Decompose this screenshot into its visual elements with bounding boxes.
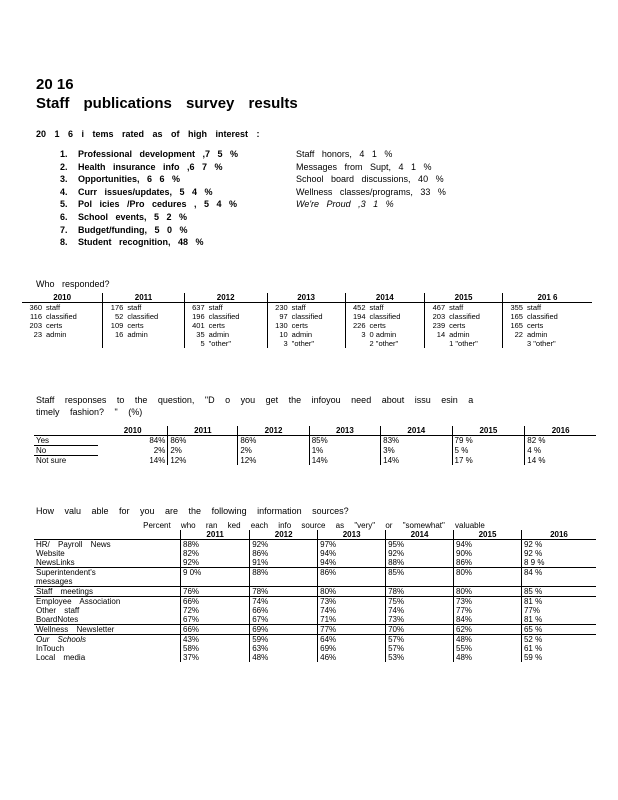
sources-value: 85% [386,568,454,587]
interest-item: We're Proud ,3 1 % [296,199,394,210]
year-header: 2012 [238,426,309,436]
year-header: 2015 [454,530,522,540]
sources-label-text: HR/ Payroll News [36,540,111,549]
sources-value: 63% [250,644,318,653]
sources-label [34,625,181,635]
year-header: 2016 [525,426,596,436]
sources-value: 76% [181,587,250,597]
timely-value: 85% [309,436,380,446]
sources-value: 69% [250,625,318,635]
interest-item-number: 4. [60,186,68,197]
timely-value: 1% [309,446,380,456]
interest-item [60,225,188,235]
responded-count: 230 [267,303,290,313]
sources-row [34,615,596,625]
sources-value: 48% [454,635,522,645]
sources-value: 91% [250,558,318,568]
interest-item-label: Opportunities, 6 6 % [78,174,181,185]
sources-value: 66% [250,606,318,615]
responded-count: 3 [345,330,368,339]
responded-row [22,312,592,321]
year-header: 2012 [250,530,318,540]
sources-header-blank [34,530,181,540]
sources-value: 92% [181,558,250,568]
responded-group: 0 admin [369,330,397,339]
responded-group: 3 "other" [526,339,556,348]
responded-count: 116 [30,312,42,321]
interest-item [60,162,223,172]
sources-row [34,644,596,653]
responded-group: classified [526,312,558,321]
timely-label: Yes [34,436,98,446]
sources-value: 86% [454,558,522,568]
report-year: 20 16 [36,76,74,93]
sources-value: 67% [181,615,250,625]
sources-value: 73% [454,597,522,607]
sources-value: 61 % [521,644,596,653]
timely-table [34,426,596,465]
interest-item [60,212,187,222]
responded-count: 467 [425,303,448,313]
sources-value: 80% [318,587,386,597]
responded-group: certs [449,321,466,330]
sources-value: 81 % [521,615,596,625]
sources-row [34,540,596,550]
sources-value: 90% [454,549,522,558]
interest-item-label: Budget/funding, 5 0 % [78,224,188,235]
responded-count: 35 [184,330,207,339]
sources-subheading-row [34,521,596,530]
sources-value: 57% [386,635,454,645]
responded-count: 10 [267,330,290,339]
responded-group: admin [46,330,67,339]
sources-label-text: Other staff [36,606,80,615]
sources-value: 80% [454,587,522,597]
responded-count: 637 [184,303,207,313]
interest-item [60,174,180,184]
timely-value: 84% [98,436,168,446]
responded-count: 239 [425,321,448,330]
year-header: 2013 [318,530,386,540]
sources-value: 46% [318,653,386,662]
sources-value: 92% [250,540,318,550]
interest-item [60,149,238,159]
sources-value: 8 9 % [521,558,596,568]
responded-group: admin [208,330,230,339]
responded-group: certs [369,321,386,330]
year-header: 2015 [425,293,503,303]
sources-row [34,597,596,607]
timely-value: 3% [381,446,452,456]
responded-count [103,339,126,348]
sources-row [34,587,596,597]
responded-count: 52 [103,312,126,321]
interest-item-number: 2. [60,161,68,172]
responded-row [22,303,592,313]
sources-value: 77% [318,625,386,635]
responded-group: classified [449,312,480,321]
sources-value: 94% [454,540,522,550]
sources-value: 86% [318,568,386,587]
interest-item [60,237,204,247]
sources-row [34,625,596,635]
sources-value: 71% [318,615,386,625]
responded-count [425,339,448,348]
responded-count: 97 [267,312,290,321]
responded-group: certs [46,321,63,330]
responded-row [22,321,592,330]
sources-question: How valu able for you are the following information sources? [36,506,349,516]
responded-count: 203 [425,312,448,321]
sources-label [34,635,181,645]
responded-group [125,339,184,348]
responded-group: staff [291,303,306,312]
timely-value: 2% [153,446,166,455]
responded-count: 203 [29,321,42,330]
interest-item-number: 7. [60,224,68,235]
year-header: 2011 [181,530,250,540]
sources-value: 73% [386,615,454,625]
sources-row [34,606,596,615]
year-header: 2014 [386,530,454,540]
sources-value: 52 % [521,635,596,645]
responded-count: 16 [103,330,126,339]
sources-value: 73% [318,597,386,607]
sources-value: 67% [250,615,318,625]
responded-group: staff [46,303,61,312]
interest-item: Staff honors, 4 1 % [296,149,393,159]
sources-label [34,597,181,607]
sources-value: 48% [250,653,318,662]
responded-count [345,339,368,348]
sources-label [34,540,181,550]
sources-label-text: Website [36,549,65,558]
year-header: 2016 [521,530,596,540]
sources-label-text: Wellness Newsletter [36,625,115,634]
responded-count: 194 [345,312,368,321]
sources-label [34,587,181,597]
year-header: 2013 [267,293,345,303]
sources-value: 72% [181,606,250,615]
responded-count: 130 [267,321,290,330]
responded-group: "other" [291,339,315,348]
sources-label-text: Staff meetings [36,587,93,596]
responded-group: classified [127,312,159,321]
year-header: 2013 [309,426,380,436]
timely-value: 86% [238,436,309,446]
timely-value: 79 % [452,436,525,446]
responded-count: 22 [502,330,525,339]
sources-value: 57% [386,644,454,653]
responded-group: 2 "other" [369,339,399,348]
responded-group: classified [46,312,77,321]
timely-label: No [34,446,98,456]
interest-item-label: Pol icies /Pro cedures , 5 4 % [78,199,238,210]
sources-value: 92 % [521,549,596,558]
responded-group [44,339,103,348]
responded-count: 355 [502,303,525,313]
sources-label [34,653,181,662]
interest-item-number: 8. [60,237,68,248]
responded-group: certs [208,321,225,330]
responded-group: classified [369,312,401,321]
timely-value: 2% [238,446,309,456]
year-header: 2014 [345,293,425,303]
year-header: 201 6 [502,293,592,303]
sources-value: 77% [521,606,596,615]
interest-item [60,199,237,209]
sources-value: 81 % [521,597,596,607]
sources-value: 43% [181,635,250,645]
responded-group: staff [369,303,384,312]
sources-value: 66% [181,597,250,607]
sources-value: 84 % [521,568,596,587]
responded-count [502,339,525,348]
timely-value: 12% [238,456,309,466]
year-header: 2015 [452,426,525,436]
year-header: 2011 [168,426,238,436]
responded-count: 226 [345,321,368,330]
timely-value: 12% [168,456,238,466]
sources-value: 88% [386,558,454,568]
sources-value: 65 % [521,625,596,635]
responded-table [22,293,592,348]
responded-count: 196 [184,312,207,321]
sources-label [34,615,181,625]
responded-group: staff [208,303,223,312]
responded-group: "other" [208,339,232,348]
responded-count: 165 [502,312,525,321]
year-header: 2014 [381,426,452,436]
responded-group: certs [291,321,308,330]
sources-value: 75% [386,597,454,607]
responded-group: admin [127,330,148,339]
timely-question: Staff responses to the question, "D o you get the infoyou need about issu esin a [36,395,474,405]
sources-value: 64% [318,635,386,645]
timely-question-line2: timely fashion? " (%) [36,407,143,417]
sources-row [34,568,596,587]
responded-group: staff [449,303,464,312]
responded-count: 23 [33,330,42,339]
sources-value: 59% [250,635,318,645]
responded-count: 360 [29,303,42,312]
sources-label [34,558,181,568]
sources-value: 78% [250,587,318,597]
sources-value: 53% [386,653,454,662]
timely-row [34,446,596,456]
timely-value: 86% [168,436,238,446]
interest-item-number: 1. [60,149,68,159]
sources-label-text: messages [36,577,73,586]
sources-label-text: Our Schools [36,635,87,644]
sources-value: 92% [386,549,454,558]
sources-value: 9 0% [181,568,250,587]
timely-value: 14% [149,455,166,465]
interest-intro: 20 1 6 i tems rated as of high interest : [36,129,260,139]
sources-value: 88% [250,568,318,587]
responded-group: staff [127,303,142,312]
timely-value: 14 % [525,456,596,466]
interest-item-label: Professional development ,7 5 % [78,149,239,159]
timely-value: 82 % [525,436,596,446]
sources-value: 80% [454,568,522,587]
timely-value: 14% [309,456,380,466]
sources-row [34,558,596,568]
sources-header-row [34,530,596,540]
sources-value: 97% [318,540,386,550]
responded-group: 1 "other" [449,339,478,348]
sources-label [34,568,181,587]
sources-value: 37% [181,653,250,662]
responded-group: classified [208,312,240,321]
responded-count: 109 [103,321,126,330]
responded-count [22,339,44,348]
sources-value: 66% [181,625,250,635]
responded-count: 5 [184,339,207,348]
sources-value: 94% [318,549,386,558]
sources-value: 74% [386,606,454,615]
responded-group: admin [449,330,470,339]
responded-group: classified [291,312,323,321]
timely-value: 83% [381,436,452,446]
sources-value: 92 % [521,540,596,550]
sources-subheading: Percent who ran ked each info source as "very" or "somewhat" valuable [143,521,485,530]
sources-row [34,549,596,558]
responded-group: admin [291,330,313,339]
interest-item-number: 5. [60,199,68,210]
timely-value: 2% [168,446,238,456]
responded-row [22,330,592,339]
sources-value: 88% [181,540,250,550]
responded-count: 401 [184,321,207,330]
responded-count: 165 [502,321,525,330]
sources-value: 59 % [521,653,596,662]
sources-label [34,606,181,615]
responded-count: 3 [267,339,290,348]
timely-header-row [34,426,596,436]
sources-label-text: Local media [36,653,86,662]
responded-count: 452 [345,303,368,313]
timely-label: Not sure [34,456,98,466]
sources-table [34,521,596,662]
timely-value: 5 % [452,446,525,456]
sources-value: 69% [318,644,386,653]
interest-item: Messages from Supt, 4 1 % [296,161,432,172]
interest-item-label: School events, 5 2 % [78,212,188,222]
responded-count: 14 [425,330,448,339]
sources-value: 62% [454,625,522,635]
sources-value: 48% [454,653,522,662]
interest-item-number: 6. [60,212,68,222]
interest-item-label: Health insurance info ,6 7 % [78,161,223,172]
sources-value: 94% [318,558,386,568]
sources-label-text: Superintendent's [36,568,96,577]
sources-label-text: Employee Association [36,597,121,606]
sources-row [34,653,596,662]
sources-value: 85 % [521,587,596,597]
sources-value: 84% [454,615,522,625]
sources-row [34,635,596,645]
interest-item-label: Student recognition, 48 % [78,237,204,248]
sources-value: 74% [250,597,318,607]
timely-row [34,456,596,466]
interest-item [60,187,213,197]
sources-label [34,549,181,558]
report-title: Staff publications survey results [36,95,298,112]
sources-value: 82% [181,549,250,558]
sources-label-text: NewsLinks [36,558,75,567]
responded-row [22,339,592,348]
sources-label-text: InTouch [36,644,65,653]
interest-item-number: 3. [60,174,68,185]
sources-value: 95% [386,540,454,550]
year-header: 2010 [98,426,168,436]
sources-value: 86% [250,549,318,558]
interest-item-label: Curr issues/updates, 5 4 % [78,186,213,197]
timely-value: 17 % [452,456,525,466]
responded-group: certs [526,321,544,330]
sources-value: 55% [454,644,522,653]
responded-group: certs [127,321,144,330]
responded-heading: Who responded? [36,279,110,289]
sources-value: 58% [181,644,250,653]
sources-label [34,644,181,653]
responded-group: staff [526,303,542,312]
timely-header-blank [34,426,98,436]
sources-label-text: BoardNotes [36,615,79,624]
responded-header-row [22,293,592,303]
sources-value: 78% [386,587,454,597]
responded-group: admin [526,330,548,339]
year-header: 2012 [184,293,267,303]
responded-count: 176 [103,303,126,313]
interest-item: School board discussions, 40 % [296,174,444,185]
sources-value: 77% [454,606,522,615]
interest-item: Wellness classes/programs, 33 % [296,186,446,197]
timely-value: 14% [381,456,452,466]
year-header: 2011 [103,293,184,303]
timely-row [34,436,596,446]
year-header: 2010 [22,293,103,303]
sources-value: 74% [318,606,386,615]
sources-value: 70% [386,625,454,635]
timely-value: 4 % [525,446,596,456]
